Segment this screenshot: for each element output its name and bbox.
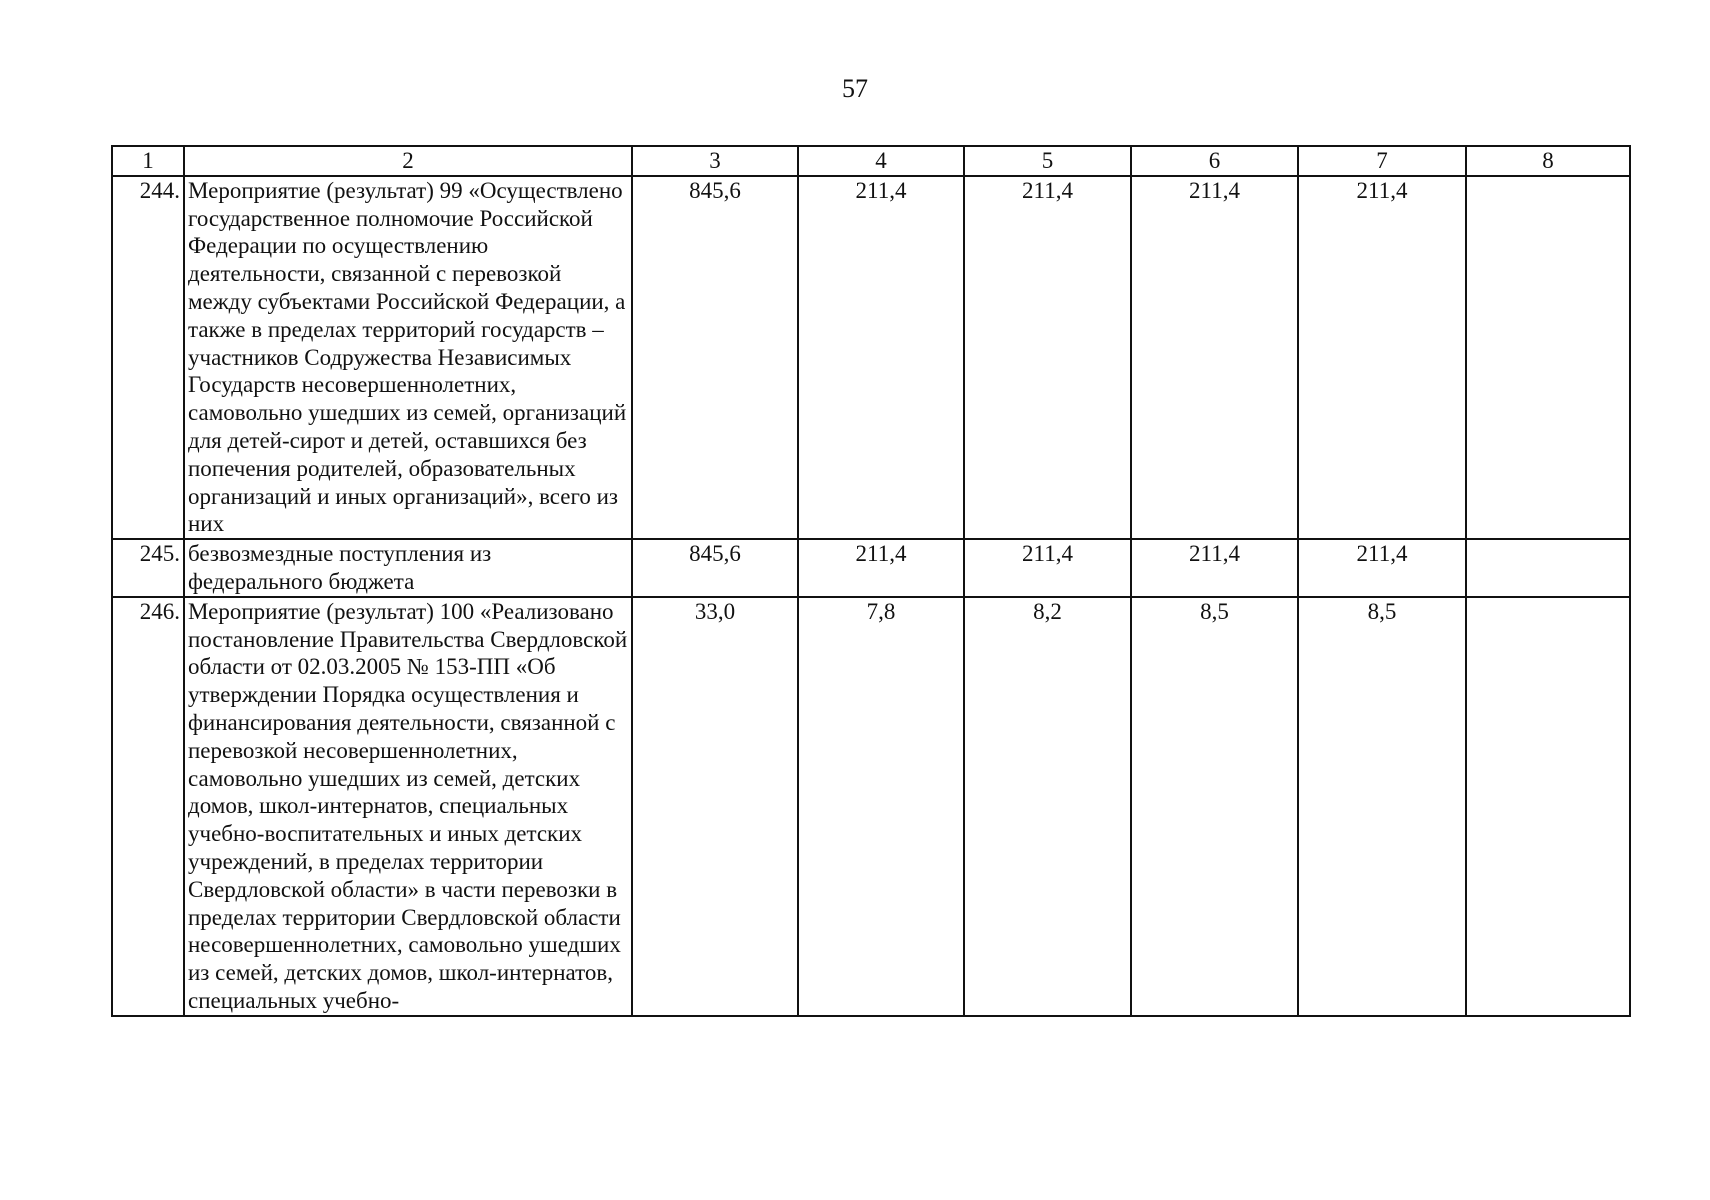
table-row: [112, 597, 1630, 1016]
cell-col-8: [1466, 539, 1630, 597]
row-number: 245.: [112, 539, 184, 597]
row-name: Мероприятие (результат) 99 «Осуществлено государственное полномочие Российской Федерации по осуществлению деятельности, связанной с перевозкой между субъектами Российской Федерации, а также в пределах территорий государств – участников Содружества Независимых Государств несовершеннолетних, самовольно ушедших из семей, организаций для детей-сирот и детей, оставшихся без попечения родителей, образовательных организаций и иных организаций», всего из них: [184, 176, 632, 539]
cell-col-6: 8,5: [1131, 597, 1298, 1016]
cell-col-5: 211,4: [964, 176, 1131, 539]
row-name: Мероприятие (результат) 100 «Реализовано постановление Правительства Свердловской области от 02.03.2005 № 153-ПП «Об утверждении Порядка осуществления и финансирования деятельности, связанной с перевозкой несовершеннолетних, самовольно ушедших из семей, детских домов, школ-интернатов, специальных учебно-воспитательных и иных детских учреждений, в пределах территории Свердловской области» в части перевозки в пределах территории Свердловской области несовершеннолетних, самовольно ушедших из семей, детских домов, школ-интернатов, специальных учебно-: [184, 597, 632, 1016]
cell-col-5: 8,2: [964, 597, 1131, 1016]
header-cell-7: 7: [1298, 146, 1466, 176]
header-row: [112, 146, 1630, 176]
row-name: безвозмездные поступления из федерального бюджета: [184, 539, 632, 597]
cell-col-4: 7,8: [798, 597, 964, 1016]
header-cell-3: 3: [632, 146, 798, 176]
cell-col-8: [1466, 597, 1630, 1016]
cell-col-6: 211,4: [1131, 176, 1298, 539]
cell-col-4: 211,4: [798, 176, 964, 539]
cell-col-3: 845,6: [632, 176, 798, 539]
cell-col-4: 211,4: [798, 539, 964, 597]
page-number: 57: [842, 74, 868, 103]
cell-col-5: 211,4: [964, 539, 1131, 597]
table-row: [112, 539, 1630, 597]
budget-table: [111, 145, 1631, 1017]
cell-col-7: 211,4: [1298, 539, 1466, 597]
cell-col-8: [1466, 176, 1630, 539]
cell-col-7: 211,4: [1298, 176, 1466, 539]
header-cell-6: 6: [1131, 146, 1298, 176]
row-number: 246.: [112, 597, 184, 1016]
cell-col-3: 845,6: [632, 539, 798, 597]
header-cell-1: 1: [112, 146, 184, 176]
header-cell-4: 4: [798, 146, 964, 176]
cell-col-6: 211,4: [1131, 539, 1298, 597]
cell-col-7: 8,5: [1298, 597, 1466, 1016]
header-cell-5: 5: [964, 146, 1131, 176]
header-cell-2: 2: [184, 146, 632, 176]
header-cell-8: 8: [1466, 146, 1630, 176]
cell-col-3: 33,0: [632, 597, 798, 1016]
table-row: [112, 176, 1630, 539]
row-number: 244.: [112, 176, 184, 539]
